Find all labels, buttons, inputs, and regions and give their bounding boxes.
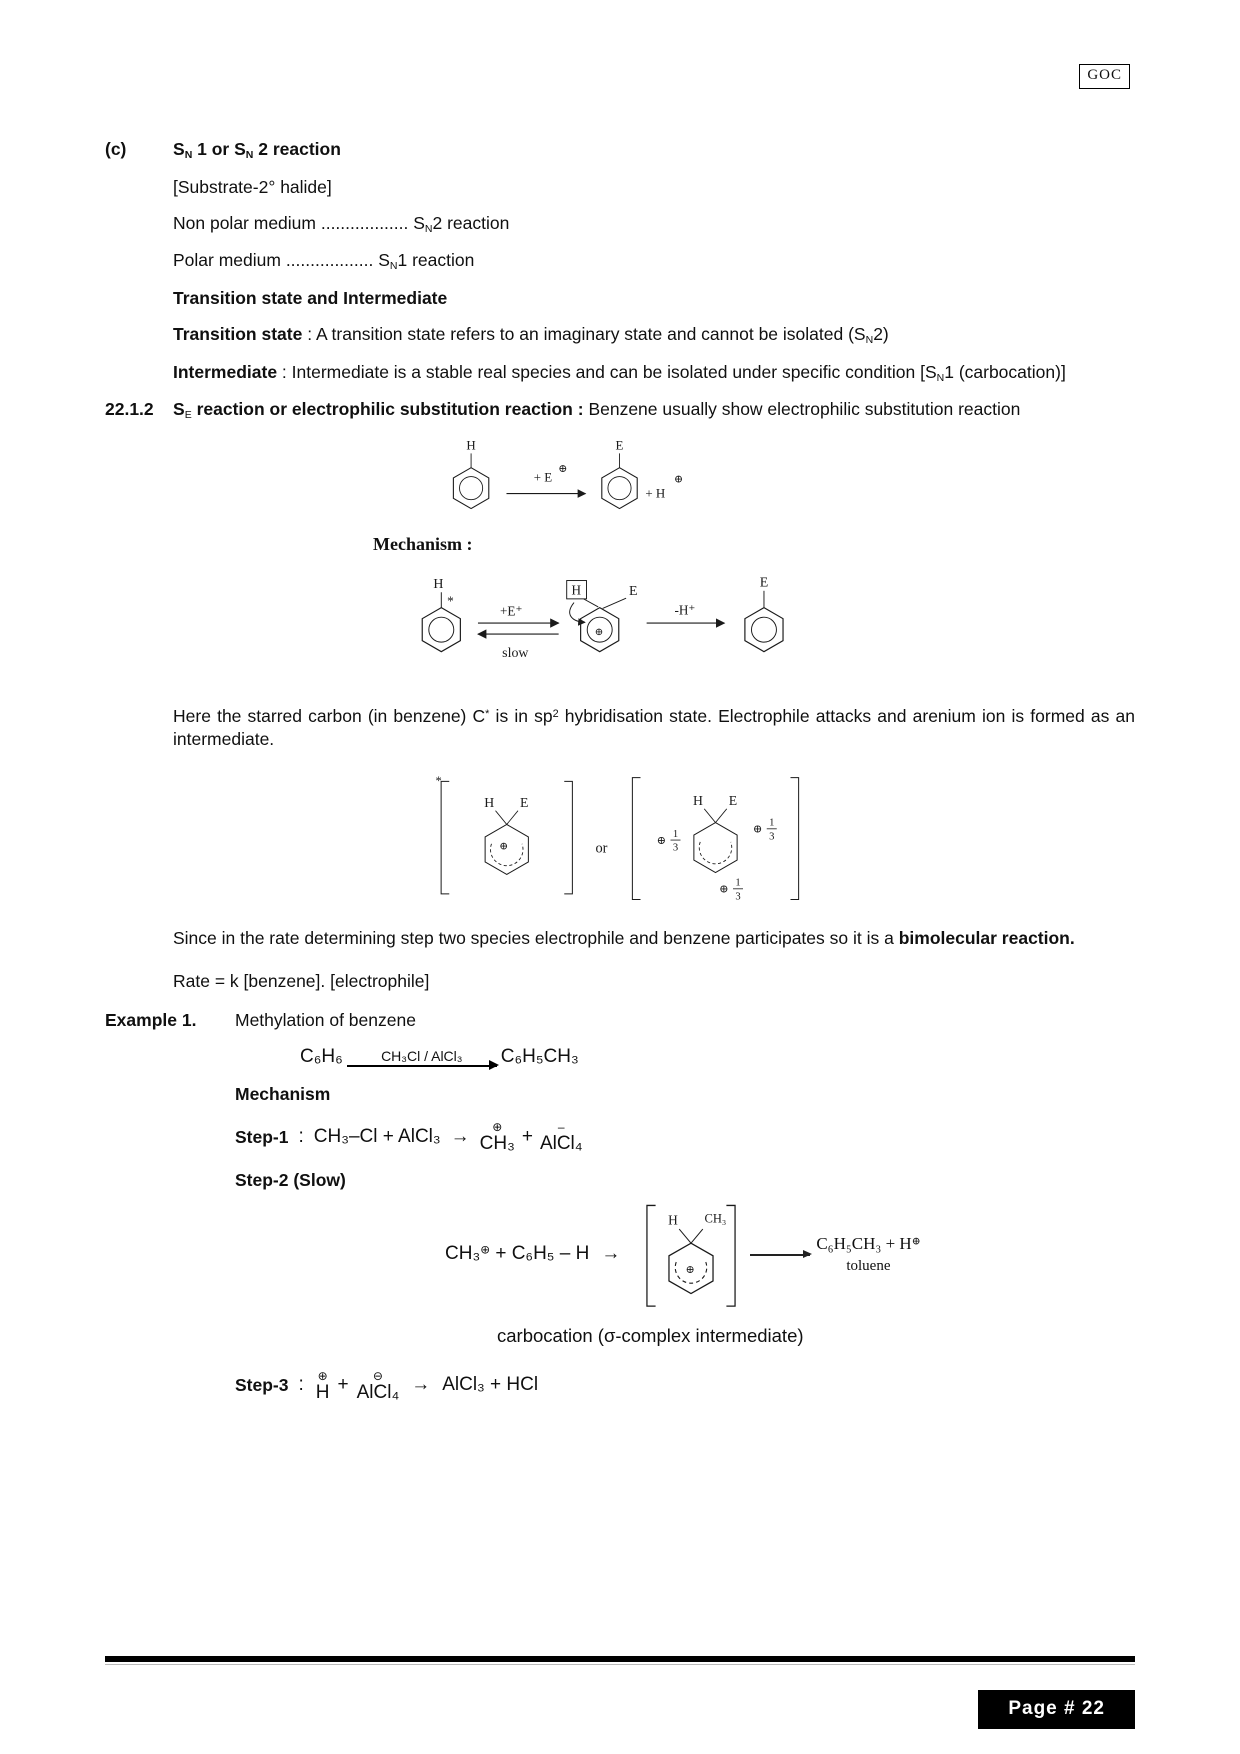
benzene-ring xyxy=(745,608,783,652)
text-seg: + C₆H₅ – H xyxy=(490,1243,590,1265)
sn-sub: N xyxy=(865,333,874,346)
reactant-formula: C₆H₆ xyxy=(300,1045,343,1067)
text-seg: Benzene usually show electrophilic substitution reaction xyxy=(588,399,1021,420)
product-formula: C₆H₅CH₃ xyxy=(500,1045,579,1067)
proton xyxy=(316,1370,330,1402)
step-3-row xyxy=(235,1370,1135,1402)
e-label: E xyxy=(520,794,529,810)
page-number-badge xyxy=(978,1690,1135,1729)
minus-charge: ⊖ xyxy=(372,1368,383,1383)
partial-charge-bottom xyxy=(719,877,743,902)
plus: + xyxy=(521,1125,533,1147)
transition-state-line xyxy=(173,323,1135,348)
h-label: H xyxy=(466,439,476,453)
h-bond xyxy=(680,1229,692,1243)
ch3-formula: CH₃ xyxy=(479,1133,515,1155)
benzene-substitution-scheme xyxy=(403,439,723,525)
text-seg: : Intermediate is a stable real species and can be isolated under specific condition [S xyxy=(277,361,937,382)
benzene-ring xyxy=(602,468,637,509)
text-seg: 2) xyxy=(873,323,889,344)
frac-den: 3 xyxy=(769,831,775,843)
rate-law-line: Rate = k [benzene]. [electrophile] xyxy=(173,971,430,992)
text-seg: 1 (carbocation)] xyxy=(944,361,1066,382)
sn-sub: N xyxy=(424,222,433,235)
product-e-label: E xyxy=(759,575,769,591)
step-3-label: Step-3 xyxy=(235,1375,289,1396)
sigma-complex-structure xyxy=(632,1196,750,1314)
section-c xyxy=(105,138,1135,398)
starred-carbon-paragraph xyxy=(173,705,1135,751)
frac-den: 3 xyxy=(672,842,679,854)
text-seg: Intermediate xyxy=(173,361,278,382)
text-seg: Polar medium .................. S xyxy=(173,250,390,271)
left-bracket xyxy=(647,1205,656,1306)
text-seg: 1 reaction xyxy=(397,250,475,271)
section-c-label: (c) xyxy=(105,139,127,159)
title-seg: 1 or S xyxy=(192,139,246,159)
tetrachloroaluminate xyxy=(357,1370,400,1402)
h-label: H xyxy=(484,794,495,810)
sp2-sup: 2 xyxy=(552,708,559,721)
ch3-formula: CH₃ xyxy=(445,1243,481,1265)
text-seg: 2 reaction xyxy=(432,212,510,233)
section-2212-body xyxy=(173,398,1135,1008)
reagent-label: CH₃Cl / AlCl₃ xyxy=(381,1047,463,1064)
section-2212 xyxy=(105,398,1135,1008)
intermediate-line xyxy=(173,361,1135,386)
text-seg: : A transition state refers to an imaginary state and cannot be isolated (S xyxy=(302,323,866,344)
partial-charge-left xyxy=(657,829,681,854)
step-1-label: Step-1 xyxy=(235,1126,289,1147)
h-bond xyxy=(704,808,715,822)
corner-tag-text: GOC xyxy=(1087,67,1122,83)
title-sub: N xyxy=(184,149,193,162)
frac-num: 1 xyxy=(769,817,775,829)
h-label: H xyxy=(433,577,444,593)
overall-reaction-diagram xyxy=(403,439,1135,531)
sn-sub: N xyxy=(389,260,398,273)
star-mark: * xyxy=(447,593,454,609)
h-label: H xyxy=(693,792,703,808)
step-2-equation xyxy=(445,1196,1135,1314)
h-label: H xyxy=(668,1212,679,1228)
step-3-rhs: AlCl₃ + HCl xyxy=(442,1374,539,1396)
arenium-ring xyxy=(694,822,737,872)
ring-charge: ⊕ xyxy=(594,627,604,639)
text-seg: Non polar medium .................. S xyxy=(173,212,425,233)
plus-charge: ⊕ xyxy=(317,1368,328,1383)
benzene-ring xyxy=(422,608,460,652)
arenium-resonance-diagram xyxy=(408,765,1135,918)
ch3-bond xyxy=(691,1229,703,1243)
substrate-line: [Substrate-2° halide] xyxy=(173,176,332,197)
polar-line xyxy=(173,249,1135,274)
text-seg: C₆H₅CH₃ + H xyxy=(816,1234,912,1254)
right-bracket xyxy=(727,1205,736,1306)
frac-den: 3 xyxy=(735,891,741,903)
charge-symbol: ⊕ xyxy=(753,823,763,836)
text-seg: Since in the rate determining step two species electrophile and benzene participates so it is a xyxy=(173,928,899,949)
charge-symbol: ⊕ xyxy=(656,834,667,847)
text-seg: Here the starred carbon (in benzene) C xyxy=(173,706,486,727)
section-c-title xyxy=(173,138,1135,163)
plus-charge: ⊕ xyxy=(911,1236,921,1248)
example-title: Methylation of benzene xyxy=(235,1009,416,1030)
aromatic-circle xyxy=(752,618,777,643)
boxed-h-label: H xyxy=(571,582,581,598)
star-mark: * xyxy=(435,773,442,788)
example-body xyxy=(235,1009,1135,1418)
minus-charge: – xyxy=(557,1120,565,1135)
star-sup: * xyxy=(485,708,490,721)
curved-electron-arrow xyxy=(570,603,585,623)
frac-num: 1 xyxy=(735,877,741,889)
right-bracket xyxy=(791,777,799,899)
toluene-formula xyxy=(816,1233,920,1255)
tetrachloroaluminate xyxy=(540,1121,583,1153)
page-number-text: Page # 22 xyxy=(1008,1698,1105,1719)
text-seg: S xyxy=(173,399,185,420)
text-seg: is in sp xyxy=(489,706,553,727)
slow-label: slow xyxy=(502,646,529,662)
ring-charge: ⊕ xyxy=(685,1263,696,1276)
h-bond xyxy=(496,810,507,824)
methylation-equation xyxy=(300,1045,1135,1070)
mechanism-scheme xyxy=(388,560,818,681)
benzene-ring xyxy=(453,468,488,509)
left-bracket xyxy=(632,777,640,899)
partial-charge-right xyxy=(753,817,777,842)
sn-sub: N xyxy=(936,371,945,384)
labeled-reaction-arrow xyxy=(347,1047,497,1067)
plus-h-label: + H xyxy=(645,485,666,501)
section-c-body xyxy=(173,138,1135,398)
e-bond xyxy=(507,810,518,824)
section-2212-heading xyxy=(173,398,1135,423)
charge-symbol: ⊕ xyxy=(719,883,729,896)
plus-e-label: + E xyxy=(533,469,553,485)
arrow: → xyxy=(411,1374,431,1396)
minus-h-label: -H⁺ xyxy=(674,602,696,618)
h-charge: ⊕ xyxy=(673,473,684,486)
product-arrow xyxy=(750,1254,810,1256)
text-seg: reaction or electrophilic substitution reaction : xyxy=(191,399,589,420)
text-seg: hybridisation state. Electrophile attacks and arenium ion is formed as an intermediate. xyxy=(173,706,1135,749)
or-label: or xyxy=(595,840,608,857)
text-seg-bold: bimolecular reaction. xyxy=(898,928,1075,949)
plus: + xyxy=(337,1374,349,1396)
arrow-shaft xyxy=(347,1065,497,1067)
title-seg: 2 reaction xyxy=(253,139,341,159)
toluene-label: toluene xyxy=(846,1257,891,1274)
aromatic-circle xyxy=(429,618,454,643)
bimolecular-paragraph xyxy=(173,927,1135,950)
h-formula: H xyxy=(315,1381,330,1403)
alcl4-formula: AlCl₄ xyxy=(539,1133,583,1155)
plus-charge: ⊕ xyxy=(480,1244,491,1258)
e-bond xyxy=(716,808,727,822)
transition-heading: Transition state and Intermediate xyxy=(173,288,448,309)
ch3-label: CH₃ xyxy=(704,1211,727,1226)
step-1-row xyxy=(235,1121,1135,1153)
methyl-cation xyxy=(480,1121,515,1153)
e-label: E xyxy=(615,439,624,453)
aromatic-circle xyxy=(608,477,631,500)
plus-charge: ⊕ xyxy=(492,1120,503,1135)
footer-rule xyxy=(105,1656,1135,1662)
right-bracket xyxy=(564,781,572,894)
step-2-label: Step-2 (Slow) xyxy=(235,1170,346,1191)
e-charge: ⊕ xyxy=(558,462,568,475)
arrow: → xyxy=(601,1243,621,1265)
mechanism-diagram xyxy=(388,560,1135,687)
plus-e-label: +E⁺ xyxy=(499,604,523,620)
frac-num: 1 xyxy=(672,828,679,840)
e-label: E xyxy=(728,792,738,808)
aromatic-circle xyxy=(460,477,483,500)
left-bracket xyxy=(441,781,449,894)
mechanism-2-label: Mechanism xyxy=(235,1084,331,1105)
step-2-lhs xyxy=(445,1242,589,1267)
ring-charge: ⊕ xyxy=(499,841,509,853)
colon: : xyxy=(298,1374,304,1396)
e-bond xyxy=(603,598,626,608)
corner-tag xyxy=(1079,64,1130,89)
example-label: Example 1. xyxy=(105,1009,197,1030)
title-sub: N xyxy=(245,149,254,162)
step-2-rhs xyxy=(816,1233,920,1276)
se-sub: E xyxy=(184,409,192,422)
example-1 xyxy=(105,1009,1135,1418)
e-label: E xyxy=(629,584,638,600)
text-seg: Transition state xyxy=(173,323,303,344)
title-seg: S xyxy=(173,139,185,159)
h-bond xyxy=(584,599,599,607)
dashed-arc xyxy=(699,842,732,864)
mechanism-label: Mechanism : xyxy=(373,533,473,554)
nonpolar-line xyxy=(173,212,1135,237)
sigma-complex-caption: carbocation (σ-complex intermediate) xyxy=(497,1324,804,1346)
section-2212-number: 22.1.2 xyxy=(105,399,154,420)
arenium-structures xyxy=(408,765,808,912)
page-content xyxy=(105,138,1135,1418)
step-1-lhs: CH₃–Cl + AlCl₃ xyxy=(313,1125,441,1147)
arrow: → xyxy=(450,1125,470,1147)
alcl4-formula: AlCl₄ xyxy=(356,1381,400,1403)
colon: : xyxy=(298,1125,304,1147)
